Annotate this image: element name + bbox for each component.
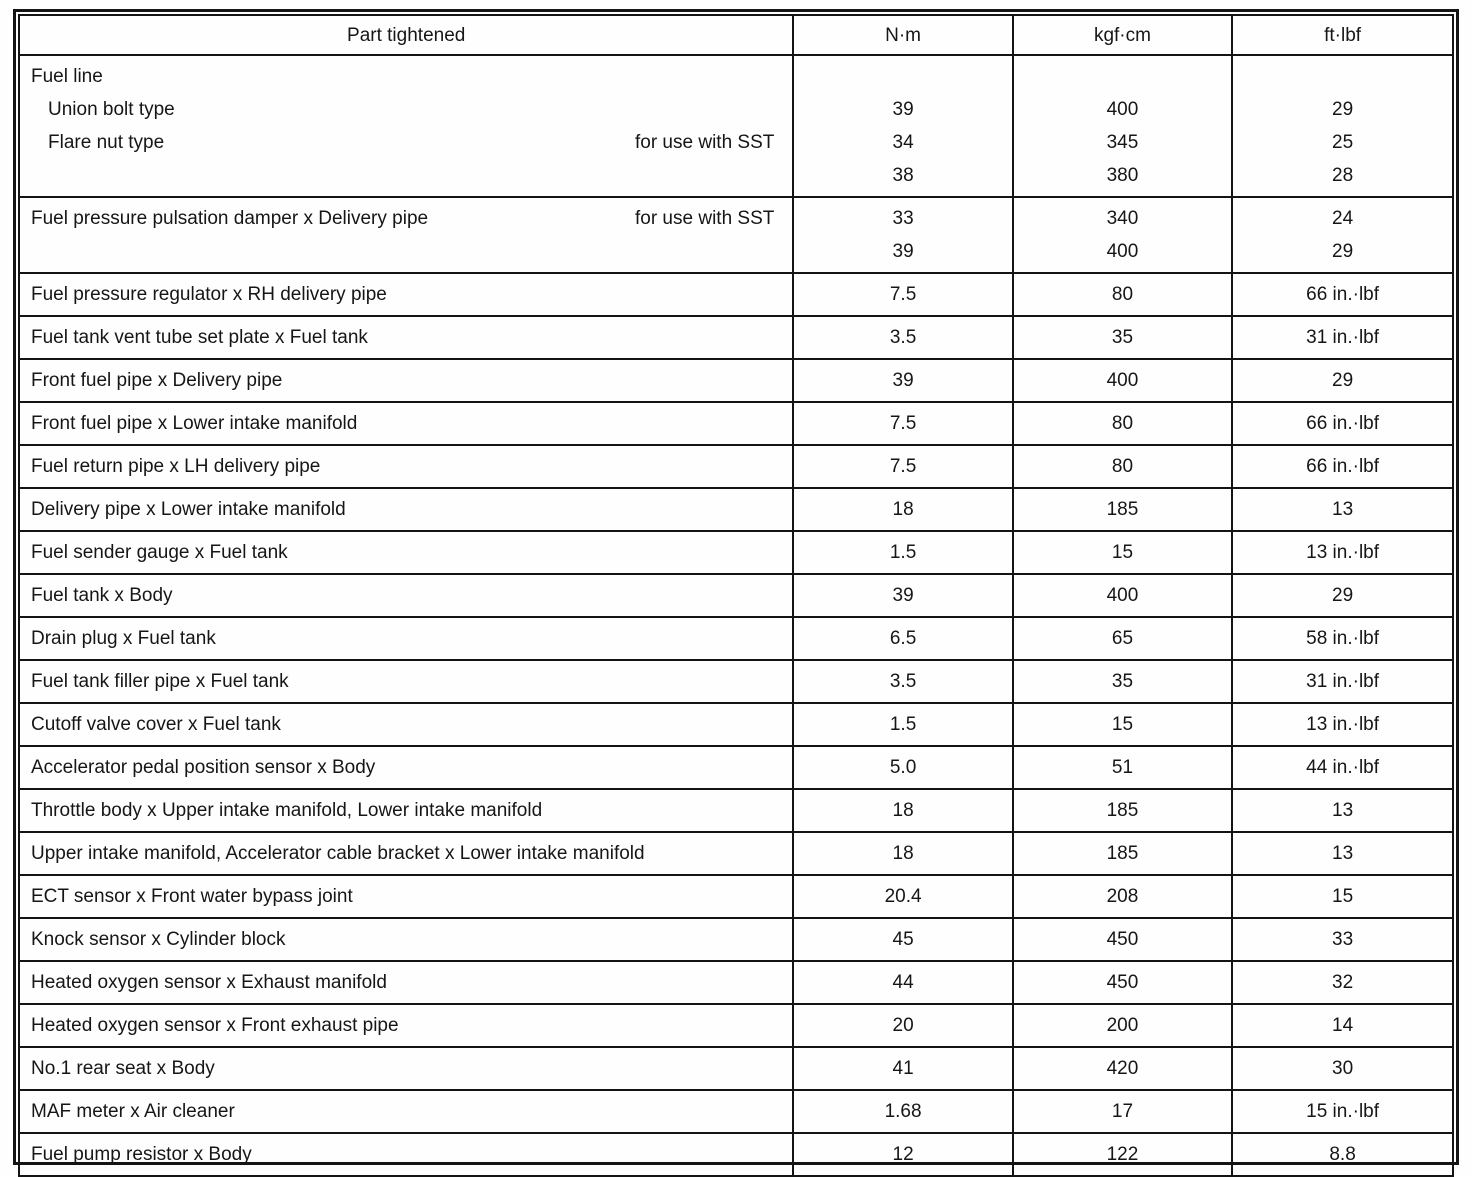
part-line — [31, 321, 788, 354]
torque-value: 450 — [1106, 929, 1139, 950]
torque-value: 1.5 — [889, 714, 917, 735]
header-ftlbf: ft·lbf — [1232, 15, 1453, 55]
torque-value: 35 — [1111, 327, 1134, 348]
torque-value: 20.4 — [884, 886, 922, 907]
part-line — [31, 278, 788, 311]
kgfcm-cell — [1013, 273, 1232, 316]
part-name: Fuel sender gauge x Fuel tank — [31, 542, 288, 563]
header-nm: N·m — [793, 15, 1012, 55]
part-line — [31, 708, 788, 741]
torque-value: 20 — [892, 1015, 914, 1036]
nm-cell — [793, 617, 1012, 660]
table-header — [19, 15, 1453, 55]
header-row — [19, 15, 1453, 55]
nm-cell — [793, 488, 1012, 531]
table-row — [19, 574, 1453, 617]
torque-value: 15 — [1111, 714, 1134, 735]
ftlbf-cell — [1232, 1133, 1453, 1176]
torque-value: 1.68 — [884, 1101, 922, 1122]
part-cell — [19, 488, 793, 531]
ftlbf-cell — [1232, 574, 1453, 617]
part-line — [31, 751, 788, 784]
ftlbf-cell — [1232, 789, 1453, 832]
torque-value: 38 — [892, 165, 914, 186]
part-line — [31, 966, 788, 999]
nm-cell — [793, 1047, 1012, 1090]
kgfcm-cell — [1013, 402, 1232, 445]
nm-cell — [793, 918, 1012, 961]
part-name: Front fuel pipe x Lower intake manifold — [31, 413, 358, 434]
torque-value — [1014, 60, 1231, 93]
torque-value: 39 — [892, 241, 914, 262]
torque-value: 185 — [1106, 800, 1139, 821]
sst-note: for use with SST — [634, 132, 775, 153]
nm-cell — [793, 703, 1012, 746]
torque-value: 15 — [1332, 886, 1354, 907]
nm-cell — [793, 1090, 1012, 1133]
ftlbf-cell — [1232, 273, 1453, 316]
table-body — [19, 55, 1453, 1176]
kgfcm-cell — [1013, 1090, 1232, 1133]
torque-value: 13 — [1332, 800, 1354, 821]
torque-value: 80 — [1111, 284, 1134, 305]
ftlbf-cell — [1232, 488, 1453, 531]
part-line — [31, 1138, 788, 1171]
torque-value: 33 — [1332, 929, 1354, 950]
part-name: Flare nut type — [48, 132, 165, 153]
part-cell — [19, 445, 793, 488]
part-line — [31, 622, 788, 655]
part-name: Knock sensor x Cylinder block — [31, 929, 286, 950]
kgfcm-cell — [1013, 316, 1232, 359]
torque-value: 208 — [1106, 886, 1139, 907]
kgfcm-cell — [1013, 359, 1232, 402]
torque-value: 15 — [1111, 542, 1134, 563]
torque-value: 29 — [1332, 585, 1354, 606]
torque-value: 25 — [1332, 132, 1354, 153]
part-line — [31, 364, 788, 397]
part-name: MAF meter x Air cleaner — [31, 1101, 235, 1122]
nm-cell — [793, 660, 1012, 703]
table-row — [19, 617, 1453, 660]
torque-value: 200 — [1106, 1015, 1139, 1036]
kgfcm-cell — [1013, 445, 1232, 488]
part-line — [31, 794, 788, 827]
torque-value: 45 — [892, 929, 914, 950]
part-line — [31, 837, 788, 870]
part-cell — [19, 55, 793, 197]
part-cell — [19, 1090, 793, 1133]
kgfcm-cell — [1013, 617, 1232, 660]
nm-cell — [793, 832, 1012, 875]
ftlbf-cell — [1232, 961, 1453, 1004]
torque-value: 51 — [1111, 757, 1134, 778]
torque-value: 400 — [1106, 370, 1139, 391]
part-cell — [19, 746, 793, 789]
part-cell — [19, 197, 793, 273]
torque-value: 80 — [1111, 456, 1134, 477]
nm-cell — [793, 197, 1012, 273]
part-line — [31, 407, 788, 440]
torque-value: 80 — [1111, 413, 1134, 434]
part-cell — [19, 789, 793, 832]
part-name: Fuel tank vent tube set plate x Fuel tank — [31, 327, 368, 348]
part-cell — [19, 961, 793, 1004]
nm-cell — [793, 746, 1012, 789]
table-row — [19, 55, 1453, 197]
torque-value: 185 — [1106, 843, 1139, 864]
part-name: Throttle body x Upper intake manifold, Lower intake manifold — [31, 800, 543, 821]
nm-cell — [793, 445, 1012, 488]
torque-value: 400 — [1106, 99, 1139, 120]
part-cell — [19, 832, 793, 875]
part-cell — [19, 1133, 793, 1176]
part-line — [31, 450, 788, 483]
table-row — [19, 832, 1453, 875]
torque-value: 66 in.·lbf — [1306, 284, 1380, 305]
table-row — [19, 660, 1453, 703]
kgfcm-cell — [1013, 197, 1232, 273]
torque-value: 29 — [1332, 241, 1354, 262]
nm-cell — [793, 402, 1012, 445]
ftlbf-cell — [1232, 918, 1453, 961]
part-line — [31, 493, 788, 526]
torque-value: 8.8 — [1329, 1144, 1356, 1165]
torque-value: 44 in.·lbf — [1306, 757, 1380, 778]
torque-spec-table — [18, 14, 1454, 1177]
part-name: Fuel tank x Body — [31, 585, 173, 606]
ftlbf-cell — [1232, 316, 1453, 359]
nm-cell — [793, 1133, 1012, 1176]
part-name: No.1 rear seat x Body — [31, 1058, 215, 1079]
torque-value: 13 in.·lbf — [1306, 714, 1380, 735]
table-row — [19, 875, 1453, 918]
table-row — [19, 1133, 1453, 1176]
torque-value: 44 — [892, 972, 914, 993]
part-cell — [19, 316, 793, 359]
header-kgfcm: kgf·cm — [1013, 15, 1232, 55]
part-name: Heated oxygen sensor x Front exhaust pipe — [31, 1015, 399, 1036]
torque-value: 32 — [1332, 972, 1354, 993]
part-cell — [19, 660, 793, 703]
part-name: Union bolt type — [48, 99, 175, 120]
part-cell — [19, 703, 793, 746]
torque-value: 450 — [1106, 972, 1139, 993]
torque-value: 29 — [1332, 370, 1354, 391]
torque-value: 15 in.·lbf — [1306, 1101, 1380, 1122]
torque-value — [794, 60, 1011, 93]
part-name: Heated oxygen sensor x Exhaust manifold — [31, 972, 387, 993]
torque-value: 17 — [1111, 1101, 1134, 1122]
nm-cell — [793, 961, 1012, 1004]
torque-value: 400 — [1106, 585, 1139, 606]
ftlbf-cell — [1232, 359, 1453, 402]
ftlbf-cell — [1232, 660, 1453, 703]
part-name: Fuel pump resistor x Body — [31, 1144, 252, 1165]
part-line — [31, 1009, 788, 1042]
part-name: Drain plug x Fuel tank — [31, 628, 216, 649]
part-cell — [19, 402, 793, 445]
header-part-tightened: Part tightened — [19, 15, 793, 55]
kgfcm-cell — [1013, 746, 1232, 789]
part-cell — [19, 875, 793, 918]
torque-value: 345 — [1106, 132, 1139, 153]
table-row — [19, 316, 1453, 359]
torque-value: 18 — [892, 800, 914, 821]
table-row — [19, 402, 1453, 445]
table-row — [19, 445, 1453, 488]
torque-value: 30 — [1332, 1058, 1354, 1079]
nm-cell — [793, 875, 1012, 918]
part-name: Accelerator pedal position sensor x Body — [31, 757, 376, 778]
kgfcm-cell — [1013, 918, 1232, 961]
ftlbf-cell — [1232, 531, 1453, 574]
part-line — [31, 1052, 788, 1085]
part-cell — [19, 359, 793, 402]
part-name: ECT sensor x Front water bypass joint — [31, 886, 353, 907]
ftlbf-cell — [1232, 55, 1453, 197]
torque-value: 28 — [1332, 165, 1354, 186]
torque-value: 3.5 — [889, 671, 917, 692]
table-row — [19, 746, 1453, 789]
torque-value: 39 — [892, 370, 914, 391]
part-cell — [19, 617, 793, 660]
torque-value: 65 — [1111, 628, 1134, 649]
part-line — [31, 880, 788, 913]
table-row — [19, 789, 1453, 832]
torque-value: 5.0 — [889, 757, 917, 778]
nm-cell — [793, 1004, 1012, 1047]
torque-value: 58 in.·lbf — [1306, 628, 1380, 649]
torque-value: 35 — [1111, 671, 1134, 692]
torque-value: 39 — [892, 99, 914, 120]
part-name: Upper intake manifold, Accelerator cable bracket x Lower intake manifold — [31, 843, 645, 864]
part-cell — [19, 574, 793, 617]
torque-value: 13 — [1332, 843, 1354, 864]
torque-value: 41 — [892, 1058, 914, 1079]
nm-cell — [793, 531, 1012, 574]
torque-value: 18 — [892, 843, 914, 864]
part-line — [31, 126, 788, 159]
torque-value: 380 — [1106, 165, 1139, 186]
nm-cell — [793, 574, 1012, 617]
kgfcm-cell — [1013, 1133, 1232, 1176]
part-name: Fuel tank filler pipe x Fuel tank — [31, 671, 289, 692]
torque-value: 39 — [892, 585, 914, 606]
table-row — [19, 488, 1453, 531]
ftlbf-cell — [1232, 703, 1453, 746]
torque-value: 185 — [1106, 499, 1139, 520]
part-name: Fuel pressure pulsation damper x Delivery pipe — [31, 208, 429, 229]
ftlbf-cell — [1232, 1090, 1453, 1133]
part-name: Fuel pressure regulator x RH delivery pipe — [31, 284, 387, 305]
part-line — [31, 579, 788, 612]
ftlbf-cell — [1232, 197, 1453, 273]
torque-value: 13 in.·lbf — [1306, 542, 1380, 563]
kgfcm-cell — [1013, 1047, 1232, 1090]
nm-cell — [793, 359, 1012, 402]
kgfcm-cell — [1013, 703, 1232, 746]
kgfcm-cell — [1013, 875, 1232, 918]
torque-value — [1233, 60, 1452, 93]
nm-cell — [793, 789, 1012, 832]
torque-value: 31 in.·lbf — [1306, 671, 1380, 692]
table-row — [19, 197, 1453, 273]
torque-value: 400 — [1106, 241, 1139, 262]
table-row — [19, 961, 1453, 1004]
table-row — [19, 1090, 1453, 1133]
torque-value: 13 — [1332, 499, 1354, 520]
torque-value: 7.5 — [889, 413, 917, 434]
ftlbf-cell — [1232, 875, 1453, 918]
torque-value: 24 — [1332, 208, 1354, 229]
torque-value: 420 — [1106, 1058, 1139, 1079]
sst-note: for use with SST — [634, 208, 775, 229]
torque-value: 31 in.·lbf — [1306, 327, 1380, 348]
ftlbf-cell — [1232, 445, 1453, 488]
torque-value: 66 in.·lbf — [1306, 456, 1380, 477]
part-cell — [19, 1004, 793, 1047]
part-line — [31, 1095, 788, 1128]
torque-value: 340 — [1106, 208, 1139, 229]
part-line — [31, 536, 788, 569]
kgfcm-cell — [1013, 789, 1232, 832]
part-cell — [19, 1047, 793, 1090]
kgfcm-cell — [1013, 55, 1232, 197]
torque-value: 12 — [892, 1144, 914, 1165]
part-cell — [19, 918, 793, 961]
table-row — [19, 1004, 1453, 1047]
part-cell — [19, 273, 793, 316]
kgfcm-cell — [1013, 1004, 1232, 1047]
part-line — [31, 60, 788, 93]
torque-value: 7.5 — [889, 284, 917, 305]
part-name: Fuel line — [31, 66, 103, 87]
ftlbf-cell — [1232, 402, 1453, 445]
part-name: Fuel return pipe x LH delivery pipe — [31, 456, 321, 477]
torque-value: 34 — [892, 132, 914, 153]
torque-value: 122 — [1106, 1144, 1139, 1165]
nm-cell — [793, 273, 1012, 316]
table-row — [19, 273, 1453, 316]
torque-value: 6.5 — [889, 628, 917, 649]
torque-value: 14 — [1332, 1015, 1354, 1036]
ftlbf-cell — [1232, 1004, 1453, 1047]
kgfcm-cell — [1013, 531, 1232, 574]
torque-value: 66 in.·lbf — [1306, 413, 1380, 434]
torque-table-frame — [13, 9, 1459, 1165]
ftlbf-cell — [1232, 832, 1453, 875]
torque-value: 1.5 — [889, 542, 917, 563]
kgfcm-cell — [1013, 488, 1232, 531]
kgfcm-cell — [1013, 832, 1232, 875]
part-name: Delivery pipe x Lower intake manifold — [31, 499, 346, 520]
part-name: Front fuel pipe x Delivery pipe — [31, 370, 283, 391]
kgfcm-cell — [1013, 660, 1232, 703]
table-row — [19, 703, 1453, 746]
kgfcm-cell — [1013, 961, 1232, 1004]
nm-cell — [793, 316, 1012, 359]
table-row — [19, 359, 1453, 402]
nm-cell — [793, 55, 1012, 197]
part-line — [31, 665, 788, 698]
torque-value: 29 — [1332, 99, 1354, 120]
part-line — [31, 923, 788, 956]
ftlbf-cell — [1232, 617, 1453, 660]
part-line — [31, 202, 788, 235]
part-name: Cutoff valve cover x Fuel tank — [31, 714, 281, 735]
part-cell — [19, 531, 793, 574]
torque-value: 7.5 — [889, 456, 917, 477]
torque-value: 3.5 — [889, 327, 917, 348]
table-row — [19, 531, 1453, 574]
torque-value: 33 — [892, 208, 914, 229]
ftlbf-cell — [1232, 746, 1453, 789]
kgfcm-cell — [1013, 574, 1232, 617]
table-row — [19, 1047, 1453, 1090]
torque-value: 18 — [892, 499, 914, 520]
ftlbf-cell — [1232, 1047, 1453, 1090]
table-row — [19, 918, 1453, 961]
part-line — [31, 93, 788, 126]
